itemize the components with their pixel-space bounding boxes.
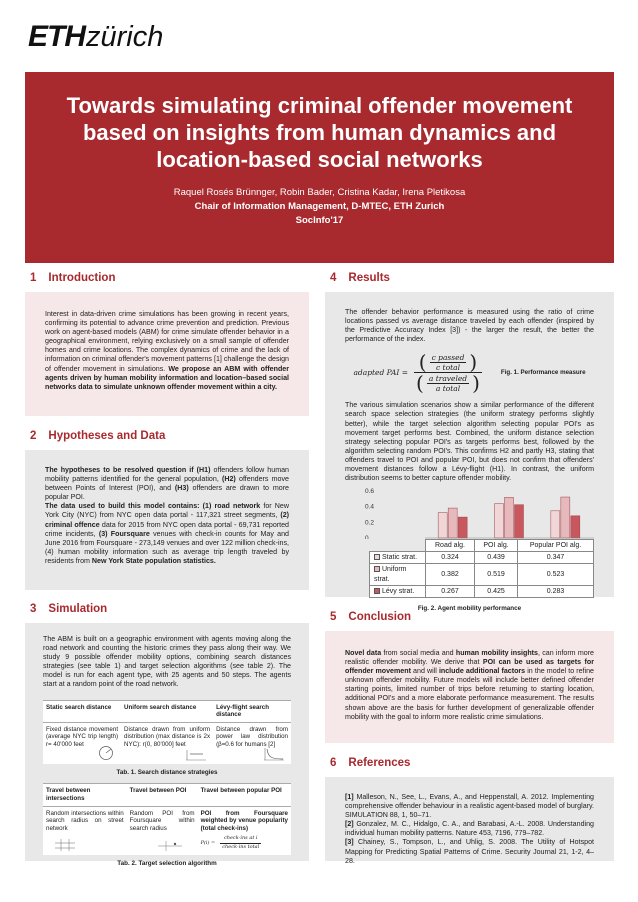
performance-chart: [345, 487, 594, 613]
eth-zurich-logo: [28, 20, 163, 52]
results-box: [325, 292, 614, 612]
fig2-caption: Fig. 2. Agent mobility performance: [417, 604, 522, 612]
value-label: 0.324: [426, 552, 475, 564]
introduction-box: [25, 292, 309, 416]
results-text-1: The offender behavior performance is measured using the ratio of crime locations passed vs average distance traveled by each offender (inspired by the Predictive Accuracy Index [3]) - the larger the result, the better the performance of the index.: [345, 308, 594, 344]
value-label: 0.382: [426, 564, 475, 585]
t2-cell-popular-poi: POI from Foursquare weighted by venue popularity (total check-ins) P(i) = $\frac{\text{check-ins at i}}{\text{check-ins total}}$: [198, 806, 291, 854]
t1-cell-uniform: Distance drawn from uniform distribution (max distance is 2x NYC): r(0, 80'000] feet: [121, 722, 213, 764]
uniform-distribution-icon: [185, 749, 207, 761]
chart-category-road: Road alg.: [426, 540, 475, 552]
street-grid-icon: [53, 838, 77, 852]
value-label: 0.523: [518, 564, 594, 585]
affiliation: Chair of Information Management, D-MTEC, ETH Zurich: [194, 201, 445, 212]
data-text: The data used to build this model contains: (1) road network for New York City (NYC) from NYC open data portal - 117,321 street segments, (2) criminal offence data for 2015 from NYC open data portal - 69,731 reported crime incidents, (3) Foursquare venues with check-in counts for May and June 2016 from Foursquare - 273,149 venues and over 122 million check-ins, (4) human mobility information such as average trip length traveled by residents from New York State population statistics.: [45, 502, 290, 565]
reference-3: [3] Chainey, S., Tompson, L., and Uhlig, S. 2008. The Utility of Hotspot Mapping for Predicting Spatial Patterns of Crime. Security Journal 21, 1-2, 4–28.: [345, 838, 594, 865]
poster-title: Towards simulating criminal offender movement based on insights from human dynamics and location-based social networks: [66, 93, 573, 172]
value-label: 0.347: [518, 552, 594, 564]
section-title-simulation: 3 Simulation: [30, 603, 108, 615]
t2-header-popular-poi: Travel between popular POI: [198, 784, 291, 806]
authors: Raquel Rosés Brünnger, Robin Bader, Cristina Kadar, Irena Pletikosa: [173, 187, 466, 198]
simulation-text: The ABM is built on a geographic environment with agents moving along the road network and counting the historic crimes they pass along their way. We study 9 possible offender mobility options, combining search distances strategies (see table 1) and target selection algorithms (see table 2). The model is run for each agent type, with 25 agents and 50 steps. The agents start at a random point of the road network.: [43, 635, 291, 689]
section-title-conclusion: 5 Conclusion: [330, 611, 412, 623]
pai-formula: adapted PAI = ( $\frac{\text{c passed}}{\text{c total}}$ ) ( $\frac{\text{a traveled}}{\text{a total}}$ ) Fig. 1. Performance measure: [353, 350, 586, 396]
bar: [551, 511, 560, 538]
reference-2: [2] Gonzalez, M. C., Hidalgo, C. A., and Barabasi, A.-L. 2008. Understanding individual human mobility patterns. Nature 453, 7196, 779–782.: [345, 820, 594, 838]
t2-cell-intersections: Random intersections within search radius on street network: [43, 806, 127, 854]
bar: [495, 504, 504, 538]
bar: [448, 508, 457, 538]
t1-header-uniform: Uniform search distance: [121, 700, 213, 722]
section-title-introduction: 1 Introduction: [30, 272, 116, 284]
t2-header-poi: Travel between POI: [127, 784, 198, 806]
bar: [515, 505, 524, 538]
chart-category-poi: POI alg.: [474, 540, 517, 552]
reference-1: [1] Malleson, N., See, L., Evans, A., and Heppenstall, A. 2012. Implementing comprehensive offender behaviour in a realistic agent-based model of burglary. SIMULATION 88, 1, 50–71.: [345, 793, 594, 820]
chart-data-table: [369, 539, 594, 597]
section-title-hypotheses: 2 Hypotheses and Data: [30, 430, 166, 442]
power-law-icon: [263, 747, 285, 761]
y-tick-label: 0.4: [365, 503, 375, 511]
y-tick-label: 0: [365, 535, 369, 540]
target-selection-table: [43, 783, 291, 854]
legend-swatch-static: [374, 554, 380, 560]
legend-levy: Lévy strat.: [370, 585, 426, 597]
simulation-box: [25, 623, 309, 867]
circle-radius-icon: [97, 745, 115, 761]
introduction-text: Interest in data-driven crime simulations has been growing in recent years, confirming its potential to advance crime prevention and prediction. Previous work on agent-based models (ABM) for crime simulate offender behavior in a geographical environment, relying exclusively on a small sample of offender homes and crime locations. The complex dynamics of crime and the lack of information on criminal offender's movement patterns [1] challenge the design of offender movement in simulations. We propose an ABM with offender agents driven by human mobility information and location–based social networks data to simulate unknown offender movement within a city.: [45, 310, 289, 391]
popularity-formula: P(i) = $\frac{\text{check-ins at i}}{\text{check-ins total}}$: [200, 835, 260, 850]
bar-chart-svg: [345, 487, 595, 539]
hypotheses-box: [25, 450, 309, 590]
t1-header-static: Static search distance: [43, 700, 121, 722]
chart-category-popular-poi: Popular POI alg.: [518, 540, 594, 552]
y-tick-label: 0.6: [365, 488, 375, 496]
bar: [561, 497, 570, 538]
bar: [458, 517, 467, 538]
conclusion-box: [325, 631, 614, 743]
t1-cell-levy: Distance drawn from power law distribution (β=0.6 for humans [2]: [213, 722, 291, 764]
hypotheses-text: The hypotheses to be resolved question if (H1) offenders follow human mobility patterns identified for the general population, (H2) offenders move between Points of Interest (POI), and (H3) offenders are drawn to more popular POI.: [45, 466, 289, 502]
conclusion-text: Novel data from social media and human mobility insights, can inform more realistic offender mobility. We derive that POI can be used as targets for offender movement and will include additional factors in the model to refine unknown offender mobility. Future models will include better defined offender starting points, limited number of trips before returning to starting location, additional POI's and a more elaborate performance measurement. The results shown above are the basis for further development of generalizable offender mobility with the goal to inform more realistic crime simulations.: [345, 649, 594, 721]
search-distance-table: [43, 700, 291, 765]
legend-static: Static strat.: [370, 552, 426, 564]
legend-swatch-levy: [374, 588, 380, 594]
value-label: 0.283: [518, 585, 594, 597]
logo-eth: ETH: [28, 20, 85, 53]
table2-caption: Tab. 2. Target selection algorithm: [117, 859, 217, 867]
y-tick-label: 0.2: [365, 519, 375, 527]
t2-cell-poi: Random POI from Foursquare within search radius: [127, 806, 198, 854]
fig1-caption: Fig. 1. Performance measure: [500, 369, 586, 377]
t1-cell-static: Fixed distance movement (average NYC trip length) r= 40'000 feet: [43, 722, 121, 764]
section-title-results: 4 Results: [330, 272, 390, 284]
value-label: 0.519: [474, 564, 517, 585]
t2-header-intersections: Travel between intersections: [43, 784, 127, 806]
poi-map-icon: [157, 840, 183, 852]
conference: SocInfo'17: [295, 215, 344, 226]
table1-caption: Tab. 1. Search distance strategies: [116, 769, 218, 777]
title-banner: [25, 72, 614, 263]
legend-swatch-uniform: [374, 566, 380, 572]
bar: [438, 513, 447, 538]
logo-zurich: zürich: [86, 21, 164, 53]
section-title-references: 6 References: [330, 757, 411, 769]
t1-header-levy: Lévy-flight search distance: [213, 700, 291, 722]
results-text-2: The various simulation scenarios show a similar performance of the different search space selection strategies (the uniform strategy performs slightly better), while the target selection algorithm selecting popular POI's as movement target performs best. Combined, the uniform distance selection strategy selecting popular POI's as targets performs best, followed by the algorithm selecting random POI's. This confirms H2 and partly H3, stating that offenders travel to POI and popular POI, but does not confirm that offenders' movement distances follow a Lévy-flight (H1). In contrast, the uniform distribution seems to better capture offender mobility.: [345, 401, 594, 483]
bar: [571, 516, 580, 538]
legend-uniform: Uniform strat.: [370, 564, 426, 585]
value-label: 0.425: [474, 585, 517, 597]
value-label: 0.267: [426, 585, 475, 597]
value-label: 0.439: [474, 552, 517, 564]
bar: [505, 498, 514, 539]
references-box: [325, 777, 614, 865]
